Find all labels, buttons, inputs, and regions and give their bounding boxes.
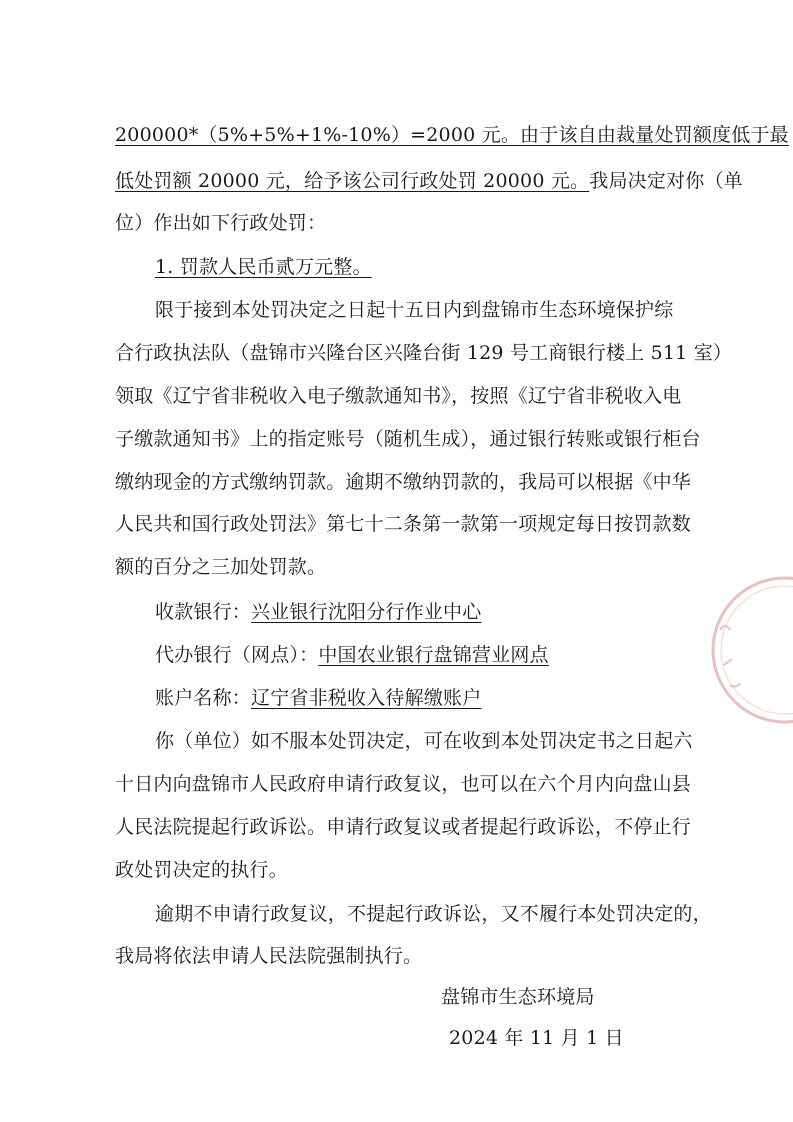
value: 兴业银行沈阳分行作业中心: [251, 601, 482, 623]
value: 中国农业银行盘锦营业网点: [318, 644, 549, 666]
text-line: 你（单位）如不服本处罚决定，可在收到本处罚决定书之日起六: [155, 730, 693, 752]
label: 收款银行：: [155, 601, 252, 623]
text-line: 缴纳现金的方式缴纳罚款。逾期不缴纳罚款的，我局可以根据《中华: [115, 471, 692, 493]
text-line: 领取《辽宁省非税收入电子缴款通知书》，按照《辽宁省非税收入电: [115, 385, 682, 407]
text-line: 人民法院提起行政诉讼。申请行政复议或者提起行政诉讼，不停止行: [115, 816, 692, 838]
official-seal-icon: [690, 575, 793, 725]
text-line: 十日内向盘锦市人民政府申请行政复议，也可以在六个月内向盘山县: [115, 773, 692, 795]
text-line: 逾期不申请行政复议，不提起行政诉讼，又不履行本处罚决定的，: [155, 903, 712, 925]
text-line: 额的百分之三加处罚款。: [115, 556, 327, 578]
text-line: 位）作出如下行政处罚：: [115, 212, 327, 234]
underlined-text: 200000*（5%+5%+1%-10%）=2000 元。由于该自由裁量处罚额度低于最: [115, 124, 789, 146]
signature-org: 盘锦市生态环境局: [441, 986, 595, 1008]
signature-date: 2024 年 11 月 1 日: [449, 1027, 624, 1049]
text-line: [115, 123, 789, 147]
value: 辽宁省非税收入待解缴账户: [251, 687, 482, 709]
text-segment: 我局决定对你（单: [589, 170, 743, 192]
penalty-item: 1. 罚款人民币贰万元整。: [155, 256, 372, 278]
text-line: 政处罚决定的执行。: [115, 859, 288, 881]
payee-bank: [155, 600, 690, 624]
label: 代办银行（网点）：: [155, 644, 319, 666]
text-line: [115, 169, 743, 193]
text-line: 人民共和国行政处罚法》第七十二条第一款第一项规定每日按罚款数: [115, 513, 692, 535]
underlined-text: 低处罚额 20000 元，给予该公司行政处罚 20000 元。: [115, 170, 590, 192]
label: 账户名称：: [155, 687, 252, 709]
agent-bank: [155, 643, 690, 667]
text-line: 限于接到本处罚决定之日起十五日内到盘锦市生态环境保护综: [155, 299, 674, 321]
text-line: 合行政执法队（盘锦市兴隆台区兴隆台街 129 号工商银行楼上 511 室）: [115, 342, 733, 364]
text-line: 我局将依法申请人民法院强制执行。: [115, 945, 423, 967]
text-line: 子缴款通知书》上的指定账号（随机生成），通过银行转账或银行柜台: [115, 428, 701, 450]
text-line: [155, 255, 690, 279]
account-name: [155, 686, 690, 710]
